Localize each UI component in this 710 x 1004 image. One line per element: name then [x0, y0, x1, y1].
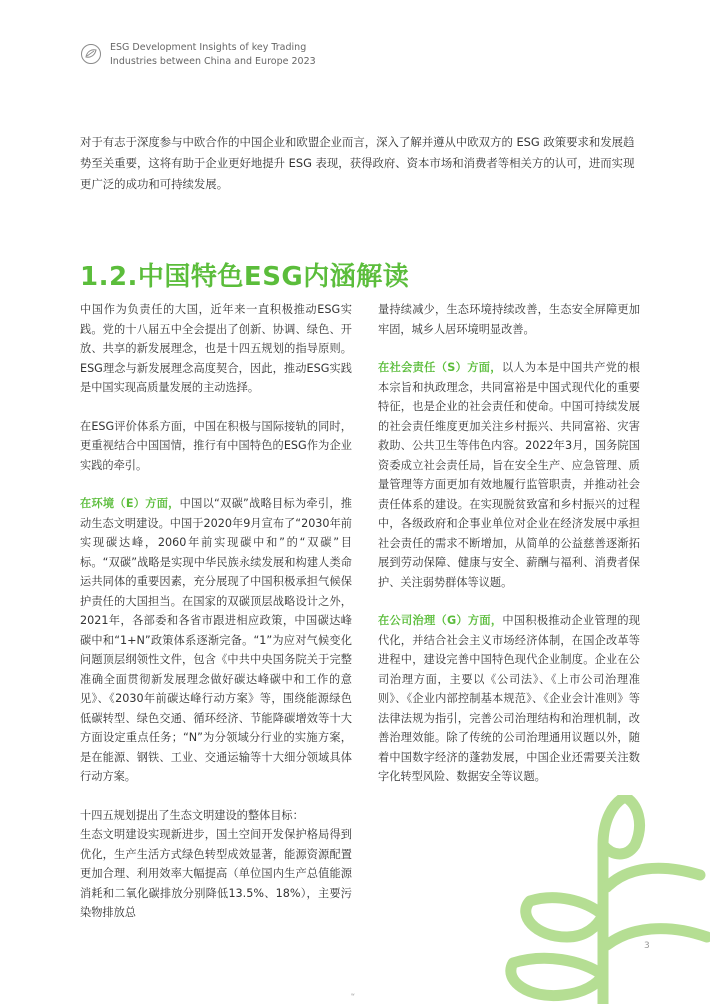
environment-text: 中国以“双碳”战略目标为牵引，推动生态文明建设。中国于2020年9月宣布了“2030年前实现碳达峰，2060年前实现碳中和”的“双碳”目标。“双碳”战略是实现中华民族永续发展和构建人类命运共同体的重要因素，充分展现了中国积极承担气候保护责任的大国担当。在国家的双碳顶层战略设计之外，2021年，各部委和各省市跟进相应政策，中国碳达峰碳中和“1+N”政策体系逐渐完备。“1”为应对气候变化问题顶层纲领性文件，包含《中共中央国务院关于完整准确全面贯彻新发展理念做好碳达峰碳中和工作的意见》、《2030年前碳达峰行动方案》等，围绕能源绿色低碳转型、绿色交通、循环经济、节能降碳增效等十大方面设定重点任务；“N”为分领域分行业的实施方案，是在能源、钢铁、工业、交通运输等十大细分领域具体行动方案。	[80, 497, 352, 783]
ecological-goals-text: 生态文明建设实现新进步，国土空间开发保护格局得到优化，生产生活方式绿色转型成效显著，能源资源配置更加合理、利用效率大幅提高（单位国内生产总值能源消耗和二氧化碳排放分别降低13.5%、18%），主要污染物排放总	[80, 828, 352, 919]
governance-paragraph	[378, 611, 640, 787]
right-paragraph-continued: 量持续减少，生态环境持续改善，生态安全屏障更加牢固，城乡人居环境明显改善。	[378, 303, 640, 336]
header-title	[110, 41, 410, 69]
left-paragraph-2: 在ESG评价体系方面，中国在积极与国际接轨的同时，更重视结合中国国情，推行有中国特色的ESG作为企业实践的牵引。	[80, 419, 352, 472]
section-title: 1.2.中国特色ESG内涵解读	[80, 262, 410, 292]
ecological-goals-heading: 十四五规划提出了生态文明建设的整体目标：	[80, 808, 304, 822]
governance-text: 中国积极推动企业管理的现代化，并结合社会主义市场经济体制，在国企改革等进程中，建设完善中国特色现代企业制度。企业在公司治理方面，主要以《公司法》、《上市公司治理准则》、《企业内部控制基本规范》、《企业会计准则》等法律法规为指引，完善公司治理结构和治理机制，改善治理效能。除了传统的公司治理通用议题以外，随着中国数字经济的蓬勃发展，中国企业还需要关注数字化转型风险、数据安全等议题。	[378, 614, 640, 783]
footer-mark: ʷ	[351, 992, 355, 1000]
page-number: 3	[644, 941, 650, 951]
left-paragraph-1: 中国作为负责任的大国，近年来一直积极推动ESG实践。党的十八届五中全会提出了创新、协调、绿色、开放、共享的新发展理念，也是十四五规划的指导原则。ESG理念与新发展理念高度契合，因此，推动ESG实践是中国实现高质量发展的主动选择。	[80, 303, 352, 394]
header-line-1: ESG Development Insights of key Trading	[110, 42, 307, 53]
social-text: 以人为本是中国共产党的根本宗旨和执政理念，共同富裕是中国式现代化的重要特征，也是企业的社会责任和使命。中国可持续发展的社会责任维度更加关注乡村振兴、共同富裕、灾害救助、公共卫生等伟色内容。2022年3月，国务院国资委成立社会责任局，旨在安全生产、应急管理、质量管理等方面更加有效地履行监管职责，并推动社会责任体系的建设。在实现脱贫致富和乡村振兴的过程中，各级政府和企事业单位对企业在经济发展中承担社会责任的需求不断增加，从简单的公益慈善逐渐拓展到劳动保障、健康与安全、薪酬与福利、消费者保护、关注弱势群体等议题。	[378, 361, 640, 589]
plant-sprout-icon	[495, 795, 710, 1004]
left-column	[80, 300, 352, 942]
environment-heading: 在环境（E）方面，	[80, 497, 180, 510]
globe-leaf-icon	[80, 43, 102, 65]
environment-paragraph	[80, 494, 352, 787]
social-heading: 在社会责任（S）方面，	[378, 361, 502, 374]
right-column	[378, 300, 640, 806]
governance-heading: 在公司治理（G）方面，	[378, 614, 503, 627]
intro-paragraph: 对于有志于深度参与中欧合作的中国企业和欧盟企业而言，深入了解并遵从中欧双方的 ESG 政策要求和发展趋势至关重要，这将有助于企业更好地提升 ESG 表现，获得政府、资本市场和消费者等相关方的认可，进而实现更广泛的成功和可持续发展。	[80, 135, 635, 191]
header-line-2: Industries between China and Europe 2023	[110, 56, 316, 67]
ecological-goals-paragraph	[80, 806, 352, 923]
social-paragraph	[378, 358, 640, 592]
